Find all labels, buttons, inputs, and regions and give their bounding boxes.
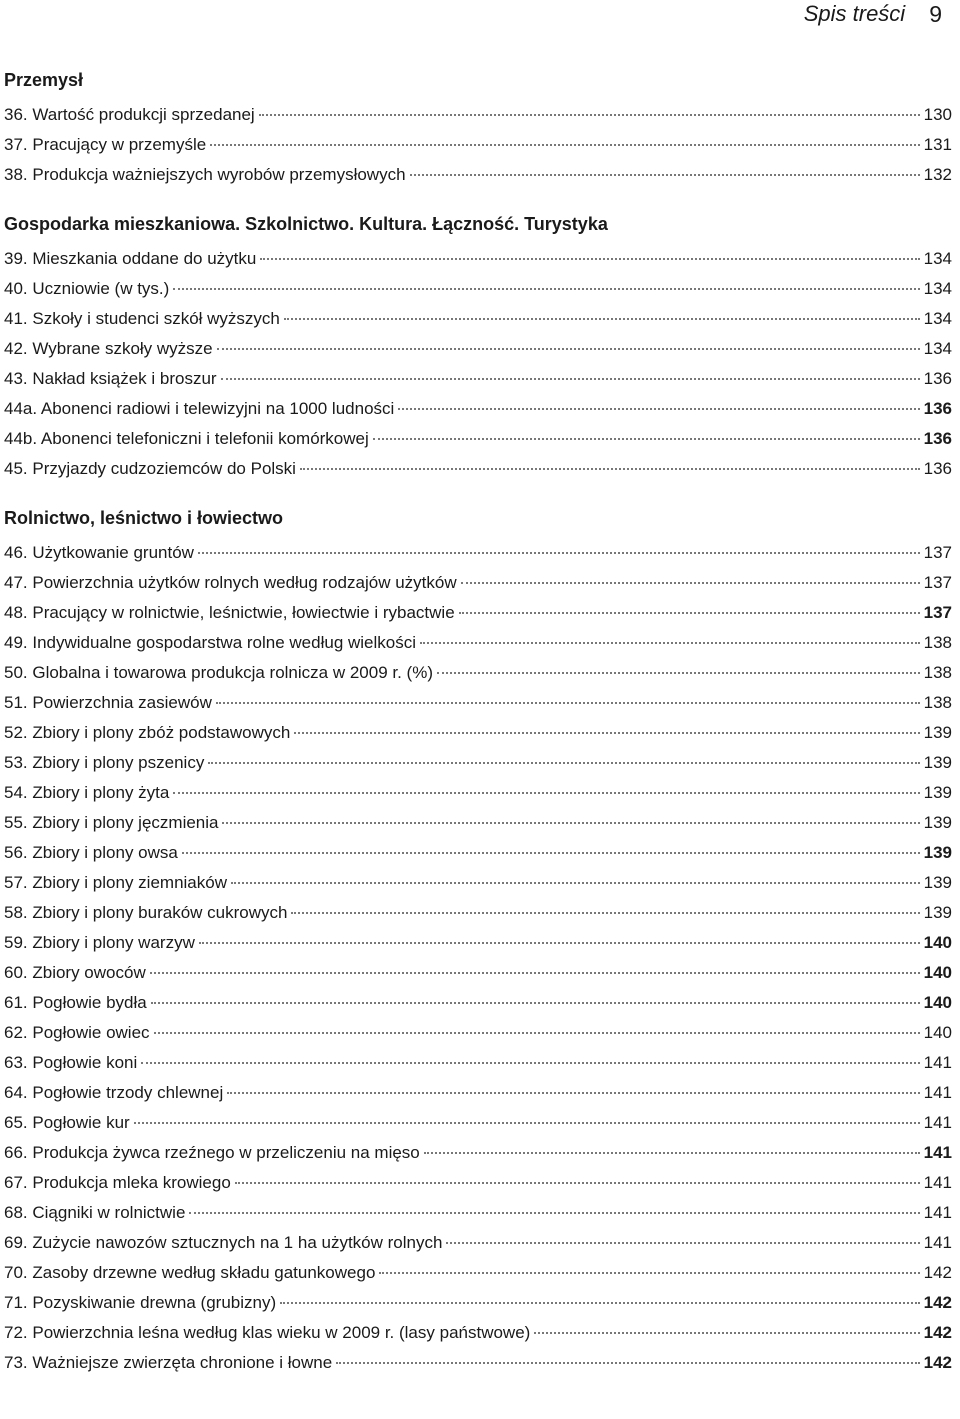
dot-leader xyxy=(134,1122,920,1124)
dot-leader xyxy=(379,1272,919,1274)
toc-entry[interactable] xyxy=(0,274,960,304)
toc-entry-page: 141 xyxy=(923,1053,952,1072)
section-gap xyxy=(0,190,960,204)
toc-entry[interactable] xyxy=(0,1228,960,1258)
toc-entry-label: 49. Indywidualne gospodarstwa rolne według wielkości xyxy=(4,633,417,652)
toc-entry[interactable] xyxy=(0,1108,960,1138)
toc-entry[interactable] xyxy=(0,394,960,424)
dot-leader xyxy=(222,822,919,824)
toc-entry-label: 66. Produkcja żywca rzeźnego w przeliczeniu na mięso xyxy=(4,1143,420,1162)
toc-entry[interactable] xyxy=(0,1168,960,1198)
dot-leader xyxy=(294,732,919,734)
dot-leader xyxy=(446,1242,919,1244)
toc-entry[interactable] xyxy=(0,628,960,658)
section-heading: Gospodarka mieszkaniowa. Szkolnictwo. Kultura. Łączność. Turystyka xyxy=(4,214,608,234)
toc-entry-label: 39. Mieszkania oddane do użytku xyxy=(4,249,257,268)
toc-entry-page: 141 xyxy=(923,1143,952,1162)
toc-entry-page: 134 xyxy=(923,309,952,328)
toc-entry-page: 136 xyxy=(923,459,952,478)
toc-entry-page: 139 xyxy=(923,873,952,892)
toc-entry-page: 132 xyxy=(923,165,952,184)
toc-entry-page: 134 xyxy=(923,339,952,358)
dot-leader xyxy=(216,702,920,704)
toc-entry-label: 59. Zbiory i plony warzyw xyxy=(4,933,195,952)
dot-leader xyxy=(173,792,919,794)
toc-entry-label: 47. Powierzchnia użytków rolnych według rodzajów użytków xyxy=(4,573,457,592)
toc-entry[interactable] xyxy=(0,988,960,1018)
toc-entry[interactable] xyxy=(0,1078,960,1108)
toc-entry-page: 140 xyxy=(923,1023,952,1042)
section-gap xyxy=(0,484,960,498)
toc-entry[interactable] xyxy=(0,868,960,898)
toc-entry-label: 64. Pogłowie trzody chlewnej xyxy=(4,1083,224,1102)
toc-entry-page: 131 xyxy=(923,135,952,154)
dot-leader xyxy=(221,378,920,380)
toc-entry[interactable] xyxy=(0,1288,960,1318)
toc-entry-page: 140 xyxy=(923,933,952,952)
toc-entry-page: 141 xyxy=(923,1233,952,1252)
toc-entry-page: 142 xyxy=(923,1293,952,1312)
toc-entry[interactable] xyxy=(0,838,960,868)
toc-entry[interactable] xyxy=(0,598,960,628)
toc-entry-page: 138 xyxy=(923,693,952,712)
dot-leader xyxy=(217,348,920,350)
toc-entry-page: 140 xyxy=(923,993,952,1012)
dot-leader xyxy=(150,972,920,974)
dot-leader xyxy=(437,672,920,674)
toc-entry-page: 136 xyxy=(923,369,952,388)
dot-leader xyxy=(231,882,920,884)
toc-entry[interactable] xyxy=(0,424,960,454)
toc-entry[interactable] xyxy=(0,958,960,988)
dot-leader xyxy=(534,1332,919,1334)
toc-entry-page: 139 xyxy=(923,813,952,832)
toc-entry[interactable] xyxy=(0,658,960,688)
toc-entry-page: 141 xyxy=(923,1113,952,1132)
toc-entry-label: 46. Użytkowanie gruntów xyxy=(4,543,194,562)
dot-leader xyxy=(210,144,919,146)
dot-leader xyxy=(227,1092,919,1094)
toc-entry-label: 51. Powierzchnia zasiewów xyxy=(4,693,212,712)
dot-leader xyxy=(141,1062,919,1064)
toc-entry-label: 60. Zbiory owoców xyxy=(4,963,146,982)
toc-entry[interactable] xyxy=(0,1348,960,1378)
toc-entry[interactable] xyxy=(0,1318,960,1348)
toc-entry-label: 42. Wybrane szkoły wyższe xyxy=(4,339,213,358)
toc-entry-label: 53. Zbiory i plony pszenicy xyxy=(4,753,205,772)
toc-entry-page: 138 xyxy=(923,663,952,682)
toc-entry-label: 56. Zbiory i plony owsa xyxy=(4,843,178,862)
toc-entry-page: 136 xyxy=(923,399,952,418)
toc-entry-label: 38. Produkcja ważniejszych wyrobów przemysłowych xyxy=(4,165,406,184)
toc-entry[interactable] xyxy=(0,160,960,190)
toc-entry-label: 52. Zbiory i plony zbóż podstawowych xyxy=(4,723,291,742)
dot-leader xyxy=(260,258,919,260)
toc-entry[interactable] xyxy=(0,304,960,334)
toc-entry[interactable] xyxy=(0,1018,960,1048)
toc-entry-page: 139 xyxy=(923,903,952,922)
toc-entry-label: 67. Produkcja mleka krowiego xyxy=(4,1173,231,1192)
section-heading: Przemysł xyxy=(4,70,84,90)
dot-leader xyxy=(208,762,919,764)
dot-leader xyxy=(173,288,919,290)
dot-leader xyxy=(280,1302,920,1304)
header-page-number: 9 xyxy=(929,0,942,27)
dot-leader xyxy=(300,468,920,470)
toc-entry-page: 138 xyxy=(923,633,952,652)
dot-leader xyxy=(459,612,920,614)
table-of-contents xyxy=(0,60,960,1378)
toc-entry-label: 43. Nakład książek i broszur xyxy=(4,369,217,388)
toc-entry-page: 142 xyxy=(923,1323,952,1342)
toc-entry-label: 70. Zasoby drzewne według składu gatunkowego xyxy=(4,1263,376,1282)
toc-entry-label: 41. Szkoły i studenci szkół wyższych xyxy=(4,309,280,328)
toc-entry[interactable] xyxy=(0,130,960,160)
toc-entry-page: 137 xyxy=(923,573,952,592)
toc-entry[interactable] xyxy=(0,1258,960,1288)
toc-entry-page: 134 xyxy=(923,279,952,298)
toc-entry-label: 65. Pogłowie kur xyxy=(4,1113,130,1132)
dot-leader xyxy=(424,1152,920,1154)
toc-entry-label: 45. Przyjazdy cudzoziemców do Polski xyxy=(4,459,296,478)
toc-entry-label: 54. Zbiory i plony żyta xyxy=(4,783,170,802)
dot-leader xyxy=(151,1002,920,1004)
toc-entry[interactable] xyxy=(0,808,960,838)
dot-leader xyxy=(198,552,920,554)
dot-leader xyxy=(461,582,920,584)
toc-entry-page: 134 xyxy=(923,249,952,268)
toc-entry-page: 137 xyxy=(923,543,952,562)
toc-entry[interactable] xyxy=(0,1138,960,1168)
dot-leader xyxy=(420,642,920,644)
toc-entry-label: 57. Zbiory i plony ziemniaków xyxy=(4,873,227,892)
toc-entry-label: 36. Wartość produkcji sprzedanej xyxy=(4,105,255,124)
toc-entry[interactable] xyxy=(0,454,960,484)
toc-entry-label: 71. Pozyskiwanie drewna (grubizny) xyxy=(4,1293,277,1312)
toc-entry[interactable] xyxy=(0,100,960,130)
dot-leader xyxy=(284,318,920,320)
toc-entry-label: 58. Zbiory i plony buraków cukrowych xyxy=(4,903,288,922)
toc-entry-label: 50. Globalna i towarowa produkcja rolnicza w 2009 r. (%) xyxy=(4,663,433,682)
toc-entry-page: 141 xyxy=(923,1203,952,1222)
toc-entry[interactable] xyxy=(0,778,960,808)
toc-entry-page: 139 xyxy=(923,843,952,862)
toc-entry[interactable] xyxy=(0,898,960,928)
dot-leader xyxy=(199,942,920,944)
toc-entry[interactable] xyxy=(0,538,960,568)
toc-entry-page: 142 xyxy=(923,1353,952,1372)
toc-entry-label: 61. Pogłowie bydła xyxy=(4,993,147,1012)
toc-entry[interactable] xyxy=(0,688,960,718)
dot-leader xyxy=(410,174,920,176)
toc-entry-page: 139 xyxy=(923,753,952,772)
toc-entry[interactable] xyxy=(0,568,960,598)
toc-entry[interactable] xyxy=(0,748,960,778)
toc-entry-label: 44a. Abonenci radiowi i telewizyjni na 1000 ludności xyxy=(4,399,395,418)
toc-entry[interactable] xyxy=(0,364,960,394)
toc-entry-page: 136 xyxy=(923,429,952,448)
toc-entry-page: 142 xyxy=(923,1263,952,1282)
dot-leader xyxy=(259,114,920,116)
toc-entry-page: 141 xyxy=(923,1083,952,1102)
toc-entry-page: 130 xyxy=(923,105,952,124)
toc-entry-label: 69. Zużycie nawozów sztucznych na 1 ha użytków rolnych xyxy=(4,1233,443,1252)
toc-entry-page: 140 xyxy=(923,963,952,982)
toc-entry-label: 62. Pogłowie owiec xyxy=(4,1023,150,1042)
dot-leader xyxy=(189,1212,919,1214)
dot-leader xyxy=(235,1182,920,1184)
dot-leader xyxy=(182,852,920,854)
toc-entry-label: 37. Pracujący w przemyśle xyxy=(4,135,207,154)
page-header xyxy=(804,0,942,28)
dot-leader xyxy=(336,1362,919,1364)
header-title: Spis treści xyxy=(803,1,906,26)
toc-entry-label: 48. Pracujący w rolnictwie, leśnictwie, łowiectwie i rybactwie xyxy=(4,603,455,622)
toc-entry-label: 63. Pogłowie koni xyxy=(4,1053,138,1072)
toc-entry[interactable] xyxy=(0,334,960,364)
dot-leader xyxy=(398,408,919,410)
toc-entry[interactable] xyxy=(0,244,960,274)
toc-entry[interactable] xyxy=(0,1198,960,1228)
toc-entry-page: 139 xyxy=(923,783,952,802)
toc-entry[interactable] xyxy=(0,718,960,748)
toc-entry-page: 139 xyxy=(923,723,952,742)
toc-entry[interactable] xyxy=(0,1048,960,1078)
dot-leader xyxy=(291,912,919,914)
toc-entry-page: 141 xyxy=(923,1173,952,1192)
toc-entry-label: 73. Ważniejsze zwierzęta chronione i łowne xyxy=(4,1353,333,1372)
toc-entry-label: 55. Zbiory i plony jęczmienia xyxy=(4,813,219,832)
toc-entry-label: 44b. Abonenci telefoniczni i telefonii komórkowej xyxy=(4,429,369,448)
dot-leader xyxy=(373,438,920,440)
dot-leader xyxy=(154,1032,920,1034)
section-heading: Rolnictwo, leśnictwo i łowiectwo xyxy=(4,508,284,528)
toc-entry-label: 68. Ciągniki w rolnictwie xyxy=(4,1203,186,1222)
toc-entry-page: 137 xyxy=(923,603,952,622)
toc-entry-label: 40. Uczniowie (w tys.) xyxy=(4,279,170,298)
toc-entry[interactable] xyxy=(0,928,960,958)
toc-entry-label: 72. Powierzchnia leśna według klas wieku w 2009 r. (lasy państwowe) xyxy=(4,1323,531,1342)
